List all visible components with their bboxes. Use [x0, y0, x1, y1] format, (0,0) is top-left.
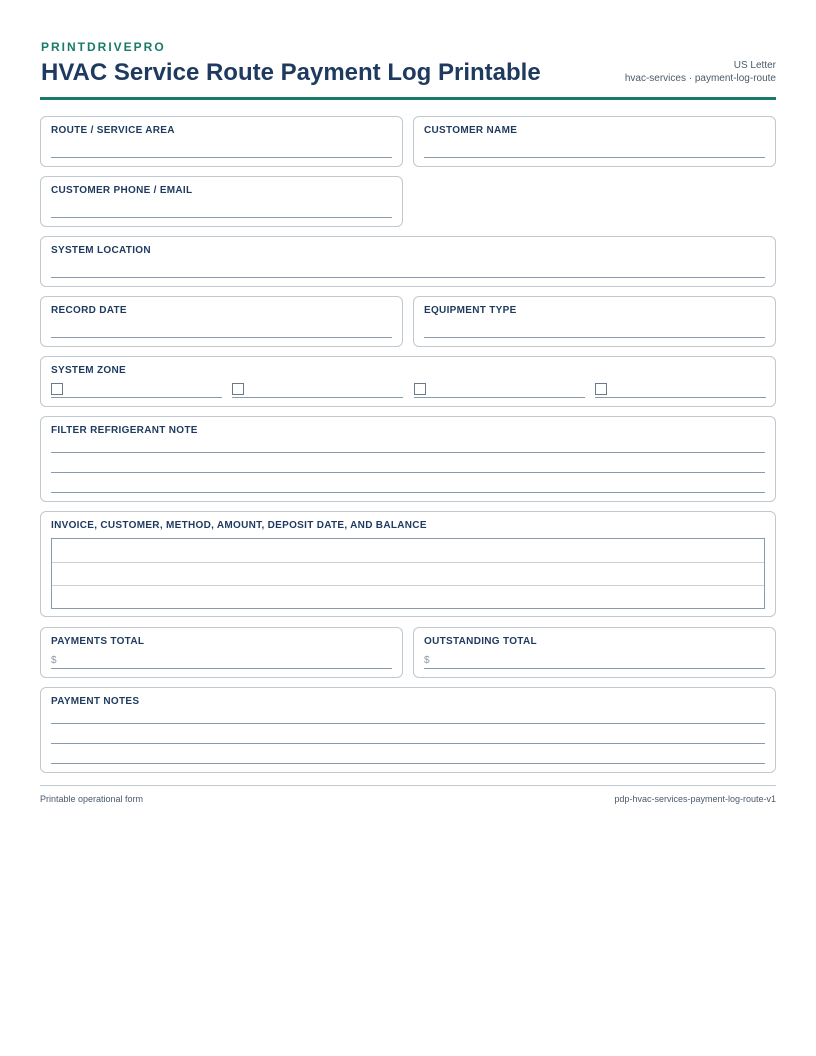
- invoice-row-divider-1: [52, 562, 764, 563]
- payments-currency-symbol: $: [51, 655, 57, 666]
- invoice-table-label: INVOICE, CUSTOMER, METHOD, AMOUNT, DEPOSIT DATE, AND BALANCE: [51, 520, 427, 531]
- filter-note-field[interactable]: [40, 416, 776, 502]
- route-field[interactable]: [40, 116, 403, 167]
- system-zone-field: [40, 356, 776, 407]
- system-location-label: SYSTEM LOCATION: [51, 245, 151, 256]
- filter-note-line-1[interactable]: [51, 452, 765, 453]
- equipment-type-label: EQUIPMENT TYPE: [424, 305, 517, 316]
- customer-name-field[interactable]: [413, 116, 776, 167]
- record-date-field[interactable]: [40, 296, 403, 347]
- equipment-type-field[interactable]: [413, 296, 776, 347]
- zone-option-3[interactable]: [414, 383, 585, 399]
- form-meta: [625, 59, 776, 85]
- footer-caption: Printable operational form: [40, 794, 144, 804]
- filter-note-label: FILTER REFRIGERANT NOTE: [51, 425, 198, 436]
- zone-checkbox-3[interactable]: [414, 383, 426, 395]
- payments-total-field[interactable]: [40, 627, 403, 678]
- zone-write-line-4[interactable]: [595, 397, 766, 398]
- outstanding-total-label: OUTSTANDING TOTAL: [424, 636, 537, 647]
- zone-write-line-1[interactable]: [51, 397, 222, 398]
- form-header: [40, 40, 776, 100]
- form-title: HVAC Service Route Payment Log Printable: [41, 59, 541, 86]
- route-label: ROUTE / SERVICE AREA: [51, 125, 175, 136]
- footer-form-id: pdp-hvac-services-payment-log-route-v1: [614, 794, 776, 804]
- system-location-write-line[interactable]: [51, 277, 765, 278]
- contact-label: CUSTOMER PHONE / EMAIL: [51, 185, 193, 196]
- outstanding-currency-symbol: $: [424, 655, 430, 666]
- payment-notes-label: PAYMENT NOTES: [51, 696, 140, 707]
- customer-name-write-line[interactable]: [424, 157, 765, 158]
- zone-checkbox-4[interactable]: [595, 383, 607, 395]
- zone-write-line-2[interactable]: [232, 397, 403, 398]
- zone-write-line-3[interactable]: [414, 397, 585, 398]
- route-write-line[interactable]: [51, 157, 392, 158]
- contact-write-line[interactable]: [51, 217, 392, 218]
- zone-option-4[interactable]: [595, 383, 766, 399]
- equipment-type-write-line[interactable]: [424, 337, 765, 338]
- payments-total-write-line[interactable]: [51, 668, 392, 669]
- customer-name-label: CUSTOMER NAME: [424, 125, 518, 136]
- brand-name: PRINTDRIVEPRO: [41, 40, 166, 54]
- invoice-row-divider-2: [52, 585, 764, 586]
- system-location-field[interactable]: [40, 236, 776, 287]
- zone-checkbox-2[interactable]: [232, 383, 244, 395]
- zone-option-2[interactable]: [232, 383, 403, 399]
- contact-field[interactable]: [40, 176, 403, 227]
- invoice-table[interactable]: [51, 538, 765, 609]
- zone-checkbox-1[interactable]: [51, 383, 63, 395]
- record-date-label: RECORD DATE: [51, 305, 127, 316]
- zone-option-1[interactable]: [51, 383, 222, 399]
- filter-note-line-2[interactable]: [51, 472, 765, 473]
- payment-notes-line-2[interactable]: [51, 743, 765, 744]
- filter-note-line-3[interactable]: [51, 492, 765, 493]
- form-slug: hvac-services · payment-log-route: [624, 73, 776, 84]
- record-date-write-line[interactable]: [51, 337, 392, 338]
- payment-notes-line-1[interactable]: [51, 723, 765, 724]
- outstanding-total-write-line[interactable]: [424, 668, 765, 669]
- payment-notes-line-3[interactable]: [51, 763, 765, 764]
- payments-total-label: PAYMENTS TOTAL: [51, 636, 145, 647]
- form-page: [40, 40, 776, 100]
- payment-notes-field[interactable]: [40, 687, 776, 773]
- footer-divider: [40, 785, 776, 786]
- paper-size: US Letter: [733, 60, 776, 71]
- invoice-table-field: [40, 511, 776, 617]
- system-zone-label: SYSTEM ZONE: [51, 365, 126, 376]
- outstanding-total-field[interactable]: [413, 627, 776, 678]
